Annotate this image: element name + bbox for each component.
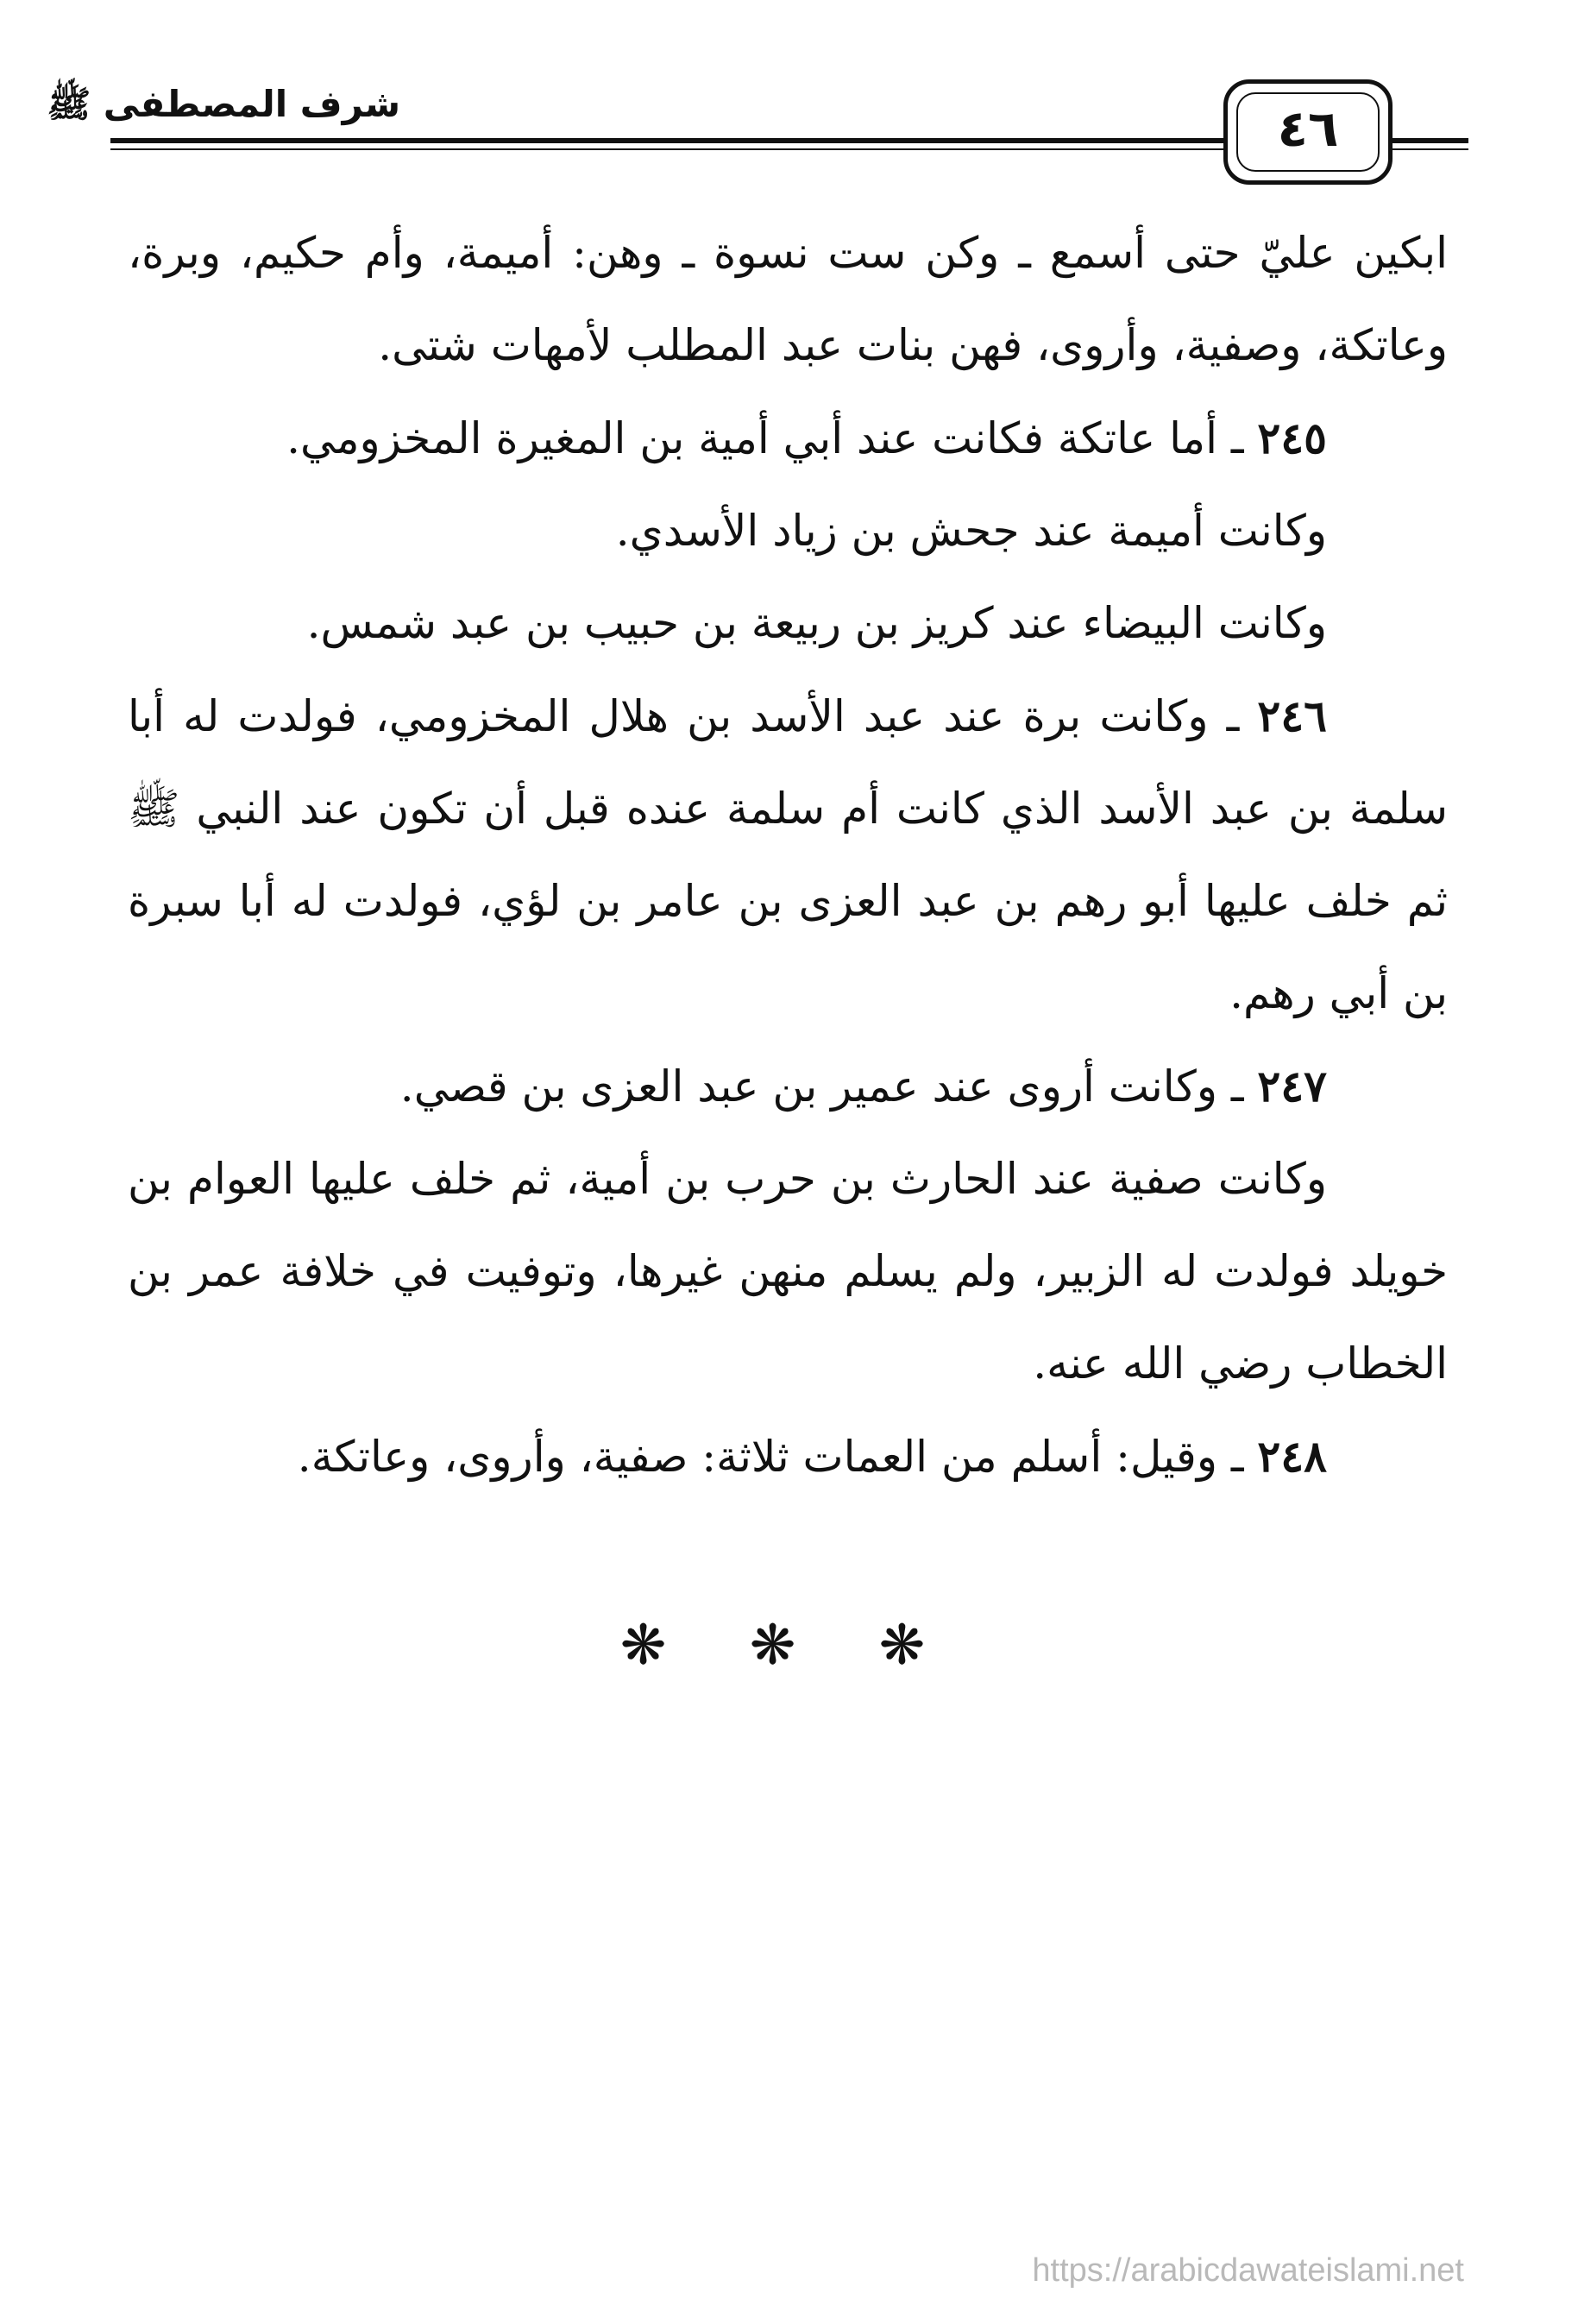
paragraph-247 — [128, 1040, 1448, 1133]
paragraph-baida — [128, 577, 1448, 670]
section-separator-stars: ❋ ❋ ❋ — [619, 1614, 959, 1678]
paragraph-248 — [128, 1410, 1448, 1503]
paragraph-umaima — [128, 485, 1448, 577]
paragraph-number: ٢٤٧ — [1257, 1061, 1327, 1112]
header-rule-right-thin — [1380, 148, 1468, 150]
paragraph-text: وكانت صفية عند الحارث بن حرب بن أمية، ثم خلف عليها العوام بن خويلد فولدت له الزبير، ولم يسلم منهن غيرها، وتوفيت في خلافة عمر بن الخطاب رضي الله عنه. — [128, 1154, 1448, 1389]
page-number: ٤٦ — [1277, 99, 1339, 158]
paragraph-number: ٢٤٨ — [1257, 1431, 1327, 1482]
paragraph-text: وكانت البيضاء عند كريز بن ربيعة بن حبيب بن عبد شمس. — [306, 598, 1327, 648]
paragraph-text: ابكين عليّ حتى أسمع ـ وكن ست نسوة ـ وهن: أميمة، وأم حكيم، وبرة، وعاتكة، وصفية، وأروى، فهن بنات عبد المطلب لأمهات شتى. — [128, 228, 1448, 370]
running-title: شرف المصطفى ﷺ — [47, 83, 400, 125]
page-header — [0, 0, 1578, 198]
header-rule-left — [110, 138, 1236, 143]
paragraph-continuation — [128, 207, 1448, 392]
body-text — [128, 207, 1448, 1503]
paragraph-safiyya — [128, 1133, 1448, 1410]
header-rule-left-thin — [110, 148, 1236, 150]
header-rule-right — [1380, 138, 1468, 143]
paragraph-number: ٢٤٦ — [1257, 690, 1327, 741]
page-number-frame — [1223, 79, 1393, 185]
paragraph-number: ٢٤٥ — [1257, 413, 1327, 463]
paragraph-text: ـ وكانت أروى عند عمير بن عبد العزى بن قصي. — [399, 1061, 1244, 1112]
watermark-url: https://arabicdawateislami.net — [1032, 2252, 1464, 2289]
paragraph-text: ـ أما عاتكة فكانت عند أبي أمية بن المغيرة المخزومي. — [286, 413, 1244, 463]
paragraph-246 — [128, 670, 1448, 1040]
paragraph-text: وكانت أميمة عند جحش بن زياد الأسدي. — [615, 506, 1327, 556]
paragraph-245 — [128, 392, 1448, 485]
paragraph-text: ـ وكانت برة عند عبد الأسد بن هلال المخزومي، فولدت له أبا سلمة بن عبد الأسد الذي كانت أم سلمة عنده قبل أن تكون عند النبي ﷺ ثم خلف عليها أبو رهم بن عبد العزى بن عامر بن لؤي، فولدت له أبا سبرة بن أبي رهم. — [128, 691, 1448, 1018]
paragraph-text: ـ وقيل: أسلم من العمات ثلاثة: صفية، وأروى، وعاتكة. — [297, 1432, 1244, 1482]
